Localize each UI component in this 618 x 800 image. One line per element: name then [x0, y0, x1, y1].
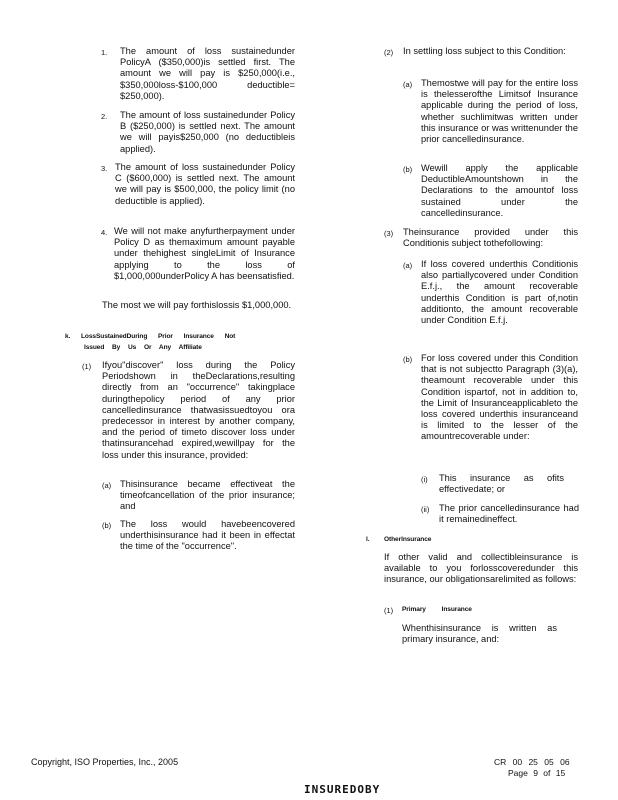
item-3-text: The amount of loss sustainedunder Policy C ($600,000) is settled next. The amount we will pay is $500,000, the policy limit (no deductible is applied). — [115, 162, 295, 206]
r3-number: (3) — [384, 229, 394, 238]
l1-number: (1) — [384, 606, 394, 615]
ri-number: (i) — [421, 475, 428, 484]
most-we-will-pay: The most we will pay forthislossis $1,000,000. — [102, 300, 292, 310]
l1-title: Primary Insurance — [402, 606, 472, 613]
section-l-letter: l. — [366, 536, 370, 543]
r2a-text: Themostwe will pay for the entire loss is thelesserofthe Limitsof Insurance applicable during the period of loss, whether suchlimitwas written under this insurance or was writtenunder the prior cancelledinsurance. — [421, 78, 578, 145]
r2b-text: Wewill apply the applicable DeductibleAmountshown in the Declarations to the amountof loss sustained under the cancelledinsurance. — [421, 163, 578, 218]
section-k-letter: k. — [65, 333, 71, 340]
section-k-heading-line2: Issued By Us Or Any Affiliate — [84, 344, 202, 351]
ka-text: Thisinsurance became effectiveat the timeofcancellation of the prior insurance; and — [120, 479, 295, 512]
ri-text: This insurance as ofits effectivedate; or — [439, 473, 564, 495]
item-2-number: 2. — [101, 112, 108, 121]
item-4-text: We will not make anyfurtherpayment under Policy D as themaximum amount payable under thehighest singleLimit of Insurance applying to the loss of $1,000,000underPolicy A has beensatisfied. — [114, 226, 295, 281]
rii-number: (ii) — [421, 505, 430, 514]
r2-text: In settling loss subject to this Condition: — [403, 46, 566, 56]
item-1-number: 1. — [101, 48, 108, 57]
section-k-heading-line1: LossSustainedDuring Prior Insurance Not — [81, 333, 236, 340]
k1-number: (1) — [82, 362, 92, 371]
item-2-text: The amount of loss sustainedunder Policy B ($250,000) is settled next. The amount we will payis$250,000 (no deductibleis applied). — [120, 110, 295, 154]
item-1-text: The amount of loss sustainedunder PolicyA ($350,000)is settled first. The amount we will pay is $250,000(i.e., $350,000loss-$100,000 deductible= $250,000). — [120, 46, 295, 101]
form-number: CR 00 25 05 06 — [494, 757, 570, 767]
r3a-text: If loss covered underthis Conditionis also partiallycovered under Condition E.f.j., the amount recoverable underthis Condition is part of,notin additionto, the amount recoverable under Condition E.f.j. — [421, 259, 578, 326]
l1-text: Whenthisinsurance is written as primary insurance, and: — [402, 623, 557, 645]
item-4-number: 4. — [101, 228, 108, 237]
r2a-number: (a) — [403, 80, 413, 89]
r3-text: Theinsurance provided under this Conditionis subject tothefollowing: — [403, 227, 578, 249]
r2b-number: (b) — [403, 165, 413, 174]
page-number: Page 9 of 15 — [508, 768, 566, 778]
r3a-number: (a) — [403, 261, 413, 270]
k1-text: Ifyou"discover" loss during the Policy Periodshown in theDeclarations,resulting directly from an "occurrence" takingplace duringthepolicy period of any prior cancelledinsurance thatwasissuedtoyou ora predecessor in interest by another company, and the period of timeto discover loss under thatinsurancehad expired,wewillpay for the loss under this insurance, provided: — [102, 360, 295, 460]
rii-text: The prior cancelledinsurance had it remainedineffect. — [439, 503, 579, 525]
l-text: If other valid and collectibleinsurance is available to you forlosscoveredunder this insurance, our obligationsarelimited as follows: — [384, 552, 578, 585]
ka-number: (a) — [102, 481, 112, 490]
r3b-number: (b) — [403, 355, 413, 364]
kb-number: (b) — [102, 521, 112, 530]
brand-watermark: INSUREDOBY — [304, 783, 381, 796]
r2-number: (2) — [384, 48, 394, 57]
section-l-title: OtherInsurance — [384, 536, 432, 543]
r3b-text: For loss covered under this Condition that is not subjectto Paragraph (3)(a), theamount recoverable under this Condition ispartof, not in addition to, the Limit of Insuranceapplicableto the loss covered underthis insuranceand is limited to the lesser of the amountrecoverable under: — [421, 353, 578, 442]
copyright: Copyright, ISO Properties, Inc., 2005 — [31, 757, 179, 767]
kb-text: The loss would havebeencovered underthisinsurance had it been in effectat the time of the "occurrence". — [120, 519, 295, 552]
item-3-number: 3. — [101, 164, 108, 173]
